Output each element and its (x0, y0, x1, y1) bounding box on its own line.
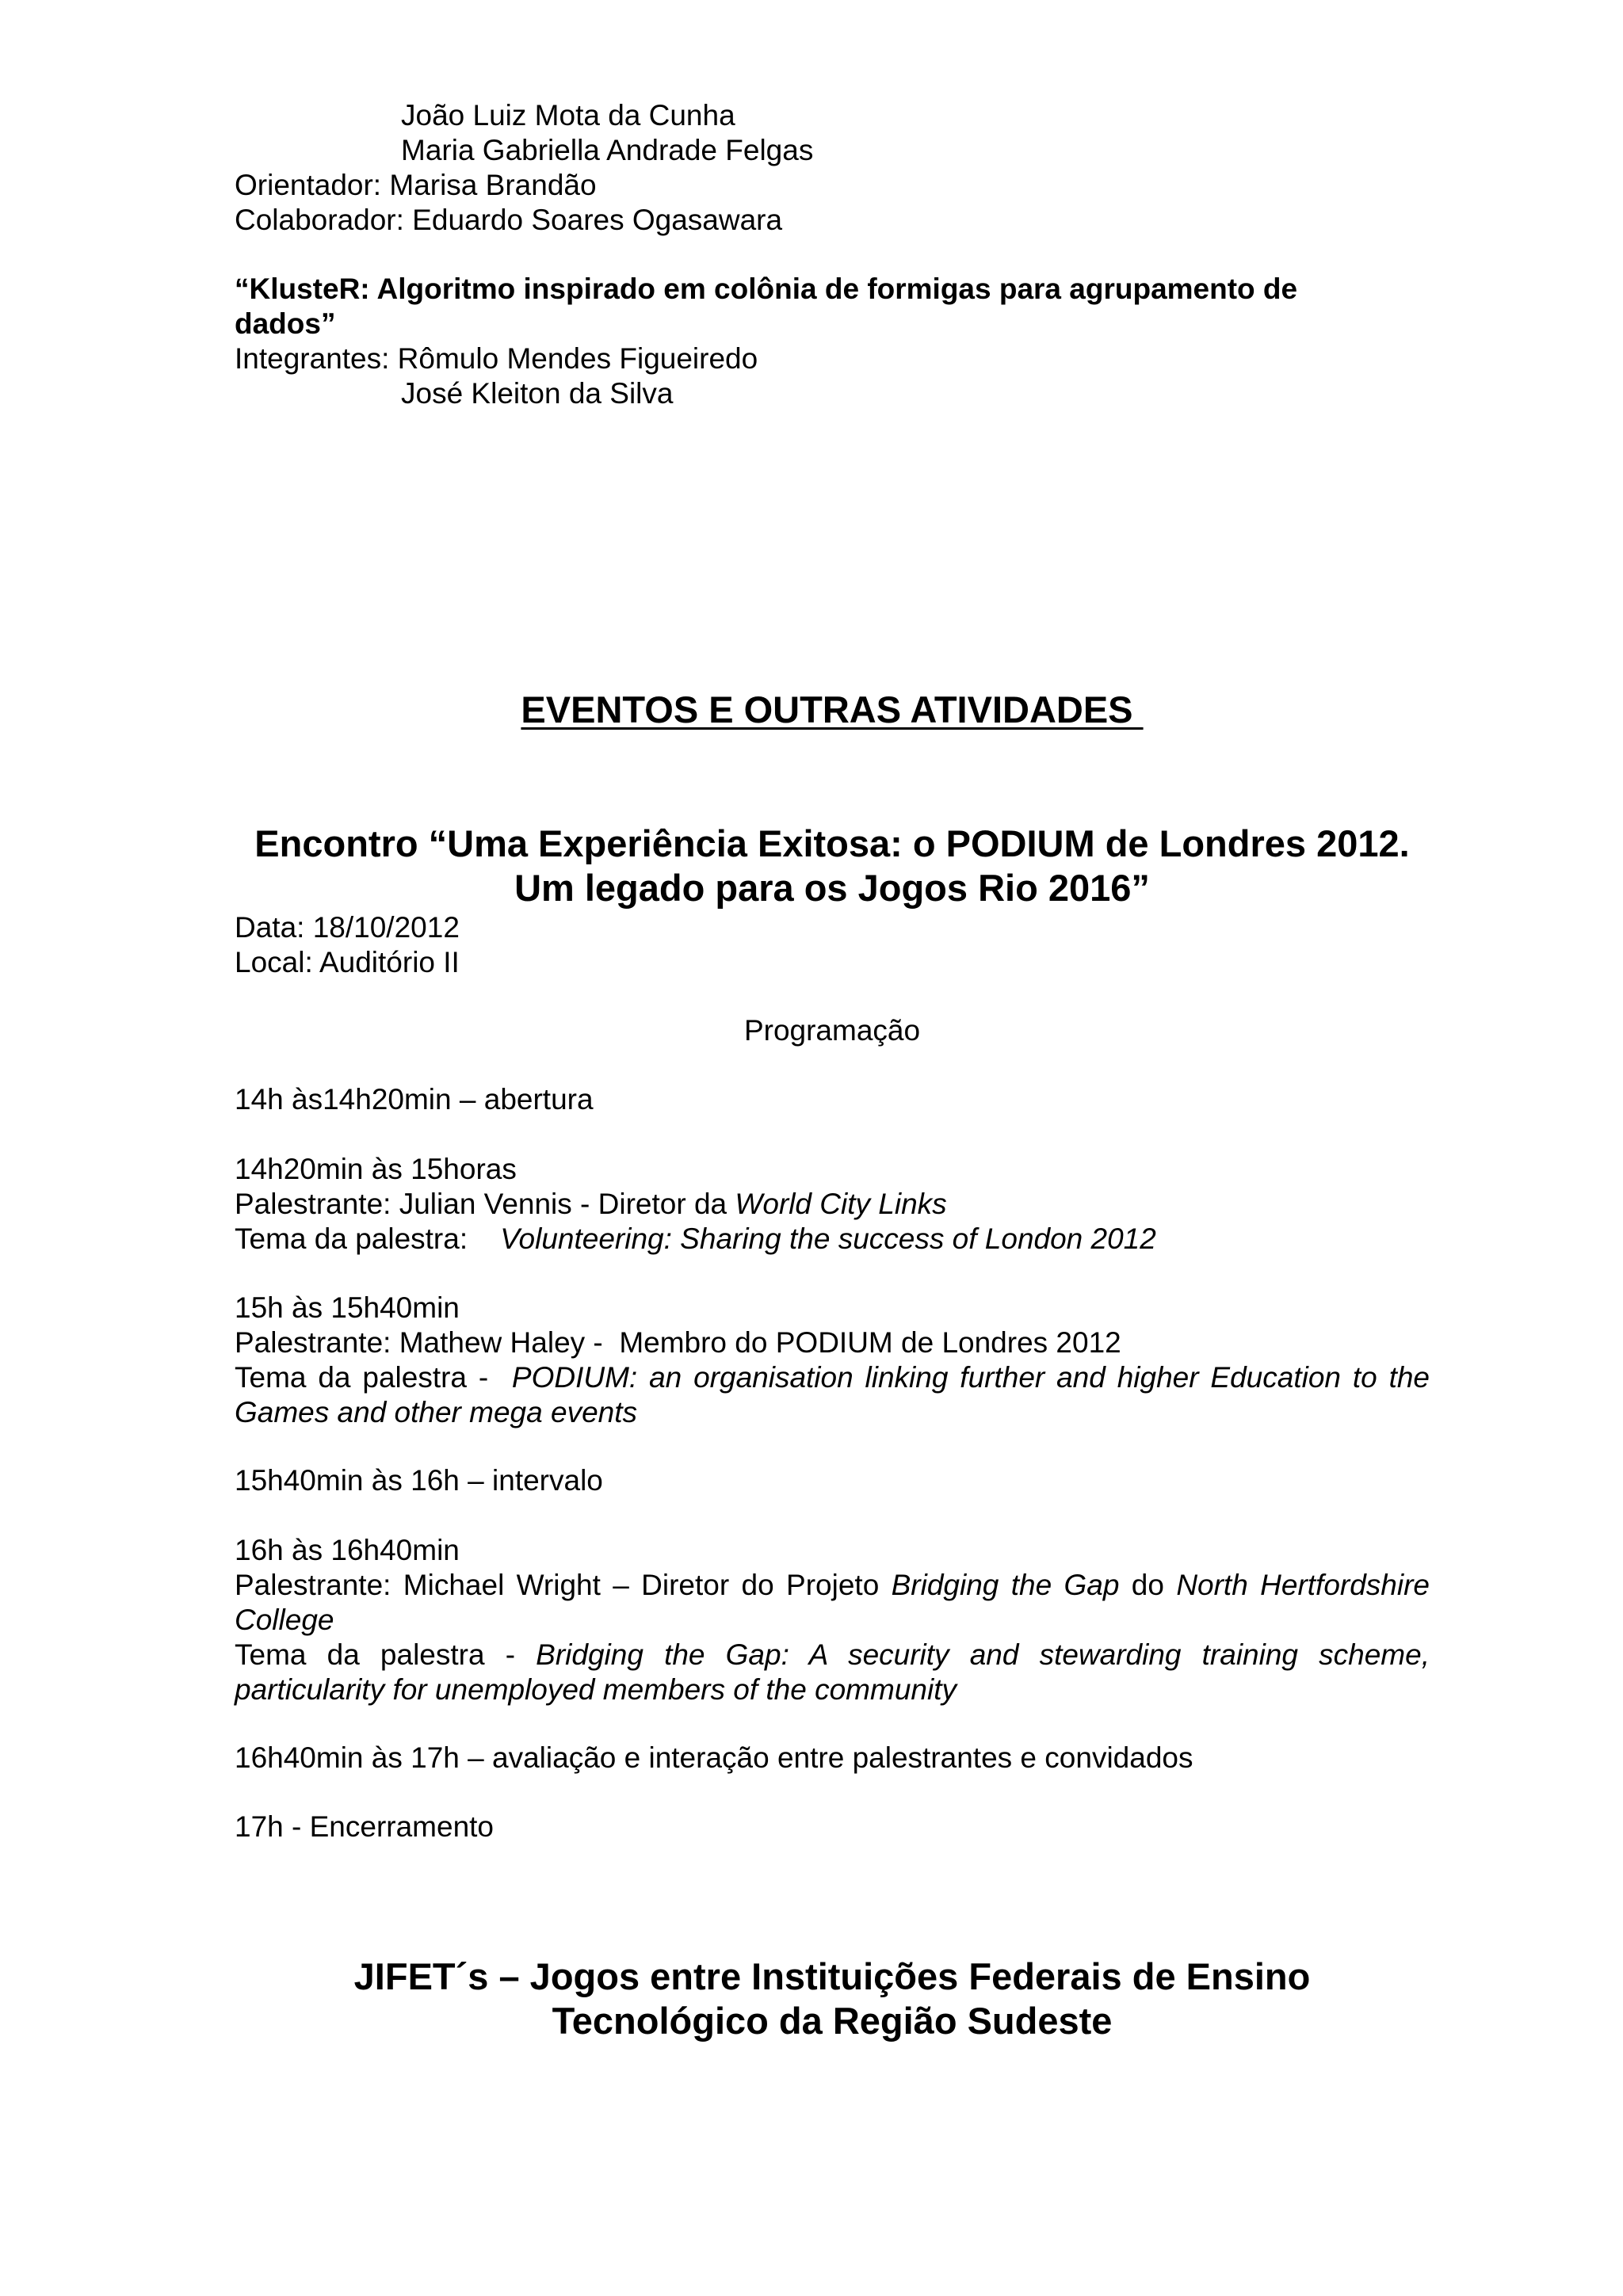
talk-2-theme-label: Tema da palestra - (235, 1361, 512, 1394)
klusterr-title-line-2: dados” (235, 307, 336, 340)
talk-1-speaker-org: World City Links (735, 1188, 947, 1220)
section-heading: EVENTOS E OUTRAS ATIVIDADES (521, 688, 1144, 730)
project-collaborator: Colaborador: Eduardo Soares Ogasawara (235, 204, 783, 236)
klusterr-member-name: José Kleiton da Silva (401, 377, 674, 410)
klusterr-title-line-1: “KlusteR: Algoritmo inspirado em colônia de formigas para agrupamento de (235, 273, 1298, 305)
event-title-line-1: Encontro “Uma Experiência Exitosa: o PODIUM de Londres 2012. (254, 822, 1410, 864)
talk-2-theme (235, 1360, 1430, 1430)
program-evaluation: 16h40min às 17h – avaliação e interação entre palestrantes e convidados (235, 1741, 1193, 1774)
talk-1-theme-title: Volunteering: Sharing the success of London 2012 (500, 1222, 1156, 1255)
talk-3-college: North Hertfordshire College (235, 1569, 1430, 1636)
program-break: 15h40min às 16h – intervalo (235, 1464, 603, 1497)
talk-3-speaker (235, 1568, 1430, 1638)
program-opening: 14h às14h20min – abertura (235, 1083, 594, 1116)
talk-1-theme (235, 1222, 1156, 1257)
talk-3-theme (235, 1638, 1430, 1707)
event-date: Data: 18/10/2012 (235, 911, 460, 944)
program-heading: Programação (743, 1014, 921, 1047)
talk-1-speaker (235, 1187, 947, 1222)
project-advisor: Orientador: Marisa Brandão (235, 169, 597, 201)
jifets-title-line-1: JIFET´s – Jogos entre Instituições Federais de Ensino (353, 1955, 1311, 1997)
jifets-title-line-2: Tecnológico da Região Sudeste (552, 2000, 1113, 2042)
talk-3-speaker-connector: do (1119, 1569, 1177, 1601)
talk-3-time: 16h às 16h40min (235, 1534, 460, 1566)
talk-1-theme-label: Tema da palestra: (235, 1222, 501, 1255)
talk-3-project-name: Bridging the Gap (891, 1569, 1120, 1601)
talk-1-time: 14h20min às 15horas (235, 1153, 517, 1185)
event-title-line-2: Um legado para os Jogos Rio 2016” (514, 867, 1150, 909)
talk-3-speaker-text: Palestrante: Michael Wright – Diretor do Projeto (235, 1569, 892, 1601)
talk-1-speaker-text: Palestrante: Julian Vennis - Diretor da (235, 1188, 735, 1220)
project-member-name: João Luiz Mota da Cunha (401, 99, 735, 132)
project-member-name: Maria Gabriella Andrade Felgas (401, 134, 814, 166)
talk-3-theme-label: Tema da palestra - (235, 1638, 537, 1671)
klusterr-members: Integrantes: Rômulo Mendes Figueiredo (235, 342, 758, 375)
event-location: Local: Auditório II (235, 946, 460, 978)
talk-2-speaker: Palestrante: Mathew Haley - Membro do PODIUM de Londres 2012 (235, 1326, 1121, 1359)
talk-2-time: 15h às 15h40min (235, 1291, 460, 1324)
talk-2-theme-title: PODIUM: an organisation linking further and higher Education to the Games and other mega events (235, 1361, 1430, 1428)
program-closing: 17h - Encerramento (235, 1810, 495, 1843)
talk-3-theme-title: Bridging the Gap: A security and stewarding training scheme, particularity for unemployed members of the community (235, 1638, 1430, 1706)
